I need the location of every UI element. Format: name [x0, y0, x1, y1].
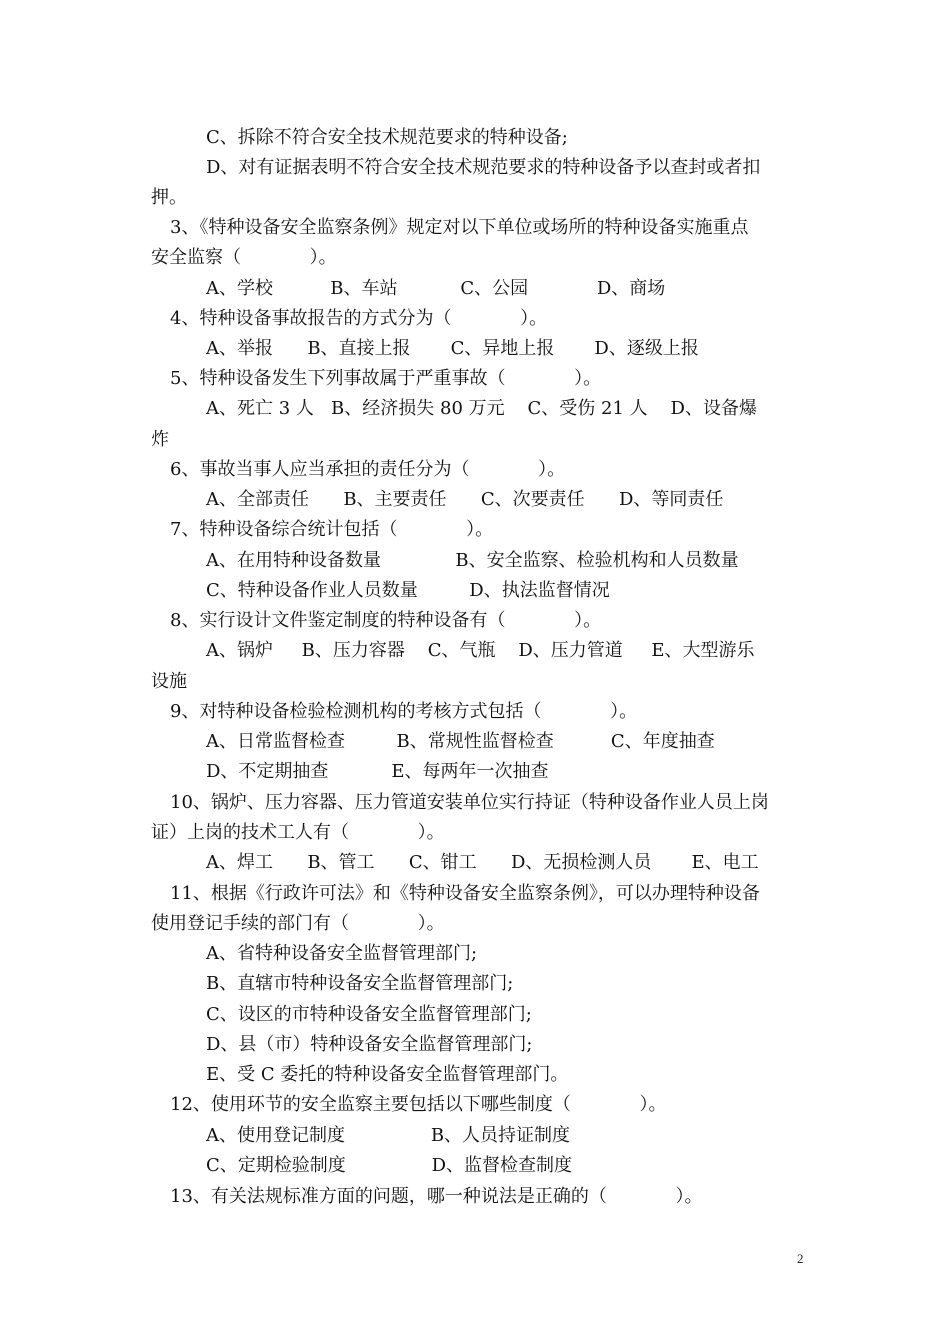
text-line: 押。	[151, 187, 187, 208]
text-line: 5、特种设备发生下列事故属于严重事故（ ）。	[170, 368, 602, 389]
text-line: 9、对特种设备检验检测机构的考核方式包括（ ）。	[170, 701, 638, 722]
text-line: B、直辖市特种设备安全监督管理部门;	[206, 973, 514, 994]
text-line: D、县（市）特种设备安全监督管理部门;	[206, 1034, 533, 1055]
text-line: A、使用登记制度 B、人员持证制度	[206, 1125, 571, 1146]
text-line: C、设区的市特种设备安全监督管理部门;	[206, 1004, 532, 1025]
text-line: A、日常监督检查 B、常规性监督检查 C、年度抽查	[206, 731, 715, 752]
text-line: 4、特种设备事故报告的方式分为（ ）。	[170, 308, 548, 329]
text-line: D、不定期抽查 E、每两年一次抽查	[206, 761, 549, 782]
text-line: 使用登记手续的部门有（ ）。	[151, 913, 445, 934]
text-line: 炸	[151, 429, 169, 450]
text-line: C、拆除不符合安全技术规范要求的特种设备;	[206, 127, 568, 148]
text-line: C、定期检验制度 D、监督检查制度	[206, 1155, 573, 1176]
text-line: 10、锅炉、压力容器、压力管道安装单位实行持证（特种设备作业人员上岗	[170, 792, 769, 813]
text-line: A、锅炉 B、压力容器 C、气瓶 D、压力管道 E、大型游乐	[206, 640, 755, 661]
text-line: 设施	[151, 671, 187, 692]
text-line: 12、使用环节的安全监察主要包括以下哪些制度（ ）。	[170, 1094, 667, 1115]
text-line: A、省特种设备安全监督管理部门;	[206, 943, 478, 964]
text-line: A、焊工 B、管工 C、钳工 D、无损检测人员 E、电工	[206, 852, 759, 873]
text-line: 8、实行设计文件鉴定制度的特种设备有（ ）。	[170, 610, 602, 631]
text-line: 6、事故当事人应当承担的责任分为（ ）。	[170, 459, 566, 480]
text-line: E、受 C 委托的特种设备安全监督管理部门。	[206, 1064, 569, 1085]
text-line: 11、根据《行政许可法》和《特种设备安全监察条例》，可以办理特种设备	[170, 883, 760, 904]
text-line: 7、特种设备综合统计包括（ ）。	[170, 519, 494, 540]
text-line: C、特种设备作业人员数量 D、执法监督情况	[206, 580, 610, 601]
text-line: 13、有关法规标准方面的问题，哪一种说法是正确的（ ）。	[170, 1186, 703, 1207]
text-line: D、对有证据表明不符合安全技术规范要求的特种设备予以查封或者扣	[206, 157, 761, 178]
text-line: A、举报 B、直接上报 C、异地上报 D、逐级上报	[206, 338, 699, 359]
text-line: 3、《特种设备安全监察条例》规定对以下单位或场所的特种设备实施重点	[170, 217, 749, 238]
page-number: 2	[797, 1251, 804, 1266]
text-line: A、学校 B、车站 C、公园 D、商场	[206, 278, 666, 299]
text-line: A、死亡 3 人 B、经济损失 80 万元 C、受伤 21 人 D、设备爆	[206, 398, 757, 419]
text-line: A、在用特种设备数量 B、安全监察、检验机构和人员数量	[206, 550, 739, 571]
text-line: A、全部责任 B、主要责任 C、次要责任 D、等同责任	[206, 489, 724, 510]
text-line: 安全监察（ ）。	[151, 247, 337, 268]
text-line: 证）上岗的技术工人有（ ）。	[151, 822, 445, 843]
